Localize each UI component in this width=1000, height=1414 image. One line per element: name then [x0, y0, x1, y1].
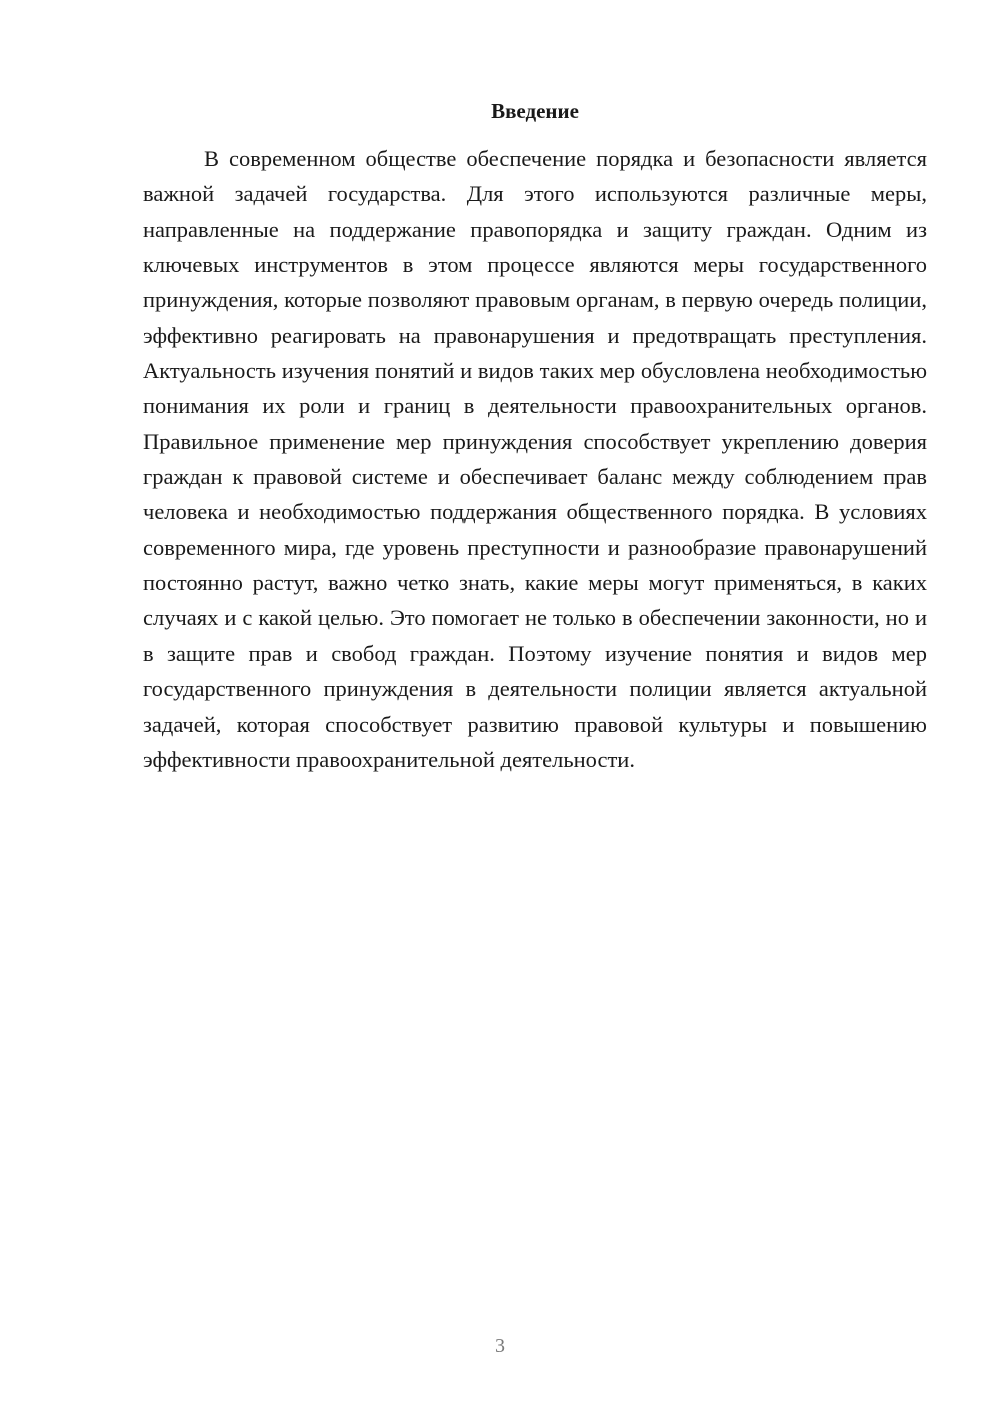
body-paragraph: В современном обществе обеспечение порядка и безопасности является важной задачей государства. Для этого используются различные меры, направленные на поддержание правопорядка и защиту граждан. Одним из ключевых инструментов в этом процессе являются меры государственного принуждения, которые позволяют правовым органам, в первую очередь полиции, эффективно реагировать на правонарушения и предотвращать преступления. Актуальность изучения понятий и видов таких мер обусловлена необходимостью понимания их роли и границ в деятельности правоохранительных органов. Правильное применение мер принуждения способствует укреплению доверия граждан к правовой системе и обеспечивает баланс между соблюдением прав человека и необходимостью поддержания общественного порядка. В условиях современного мира, где уровень преступности и разнообразие правонарушений постоянно растут, важно четко знать, какие меры могут применяться, в каких случаях и с какой целью. Это помогает не только в обеспечении законности, но и в защите прав и свобод граждан. Поэтому изучение понятия и видов мер государственного принуждения в деятельности полиции является актуальной задачей, которая способствует развитию правовой культуры и повышению эффективности правоохранительной деятельности. [143, 146, 927, 772]
section-title: Введение [491, 99, 579, 123]
page-number: 3 [495, 1335, 505, 1357]
